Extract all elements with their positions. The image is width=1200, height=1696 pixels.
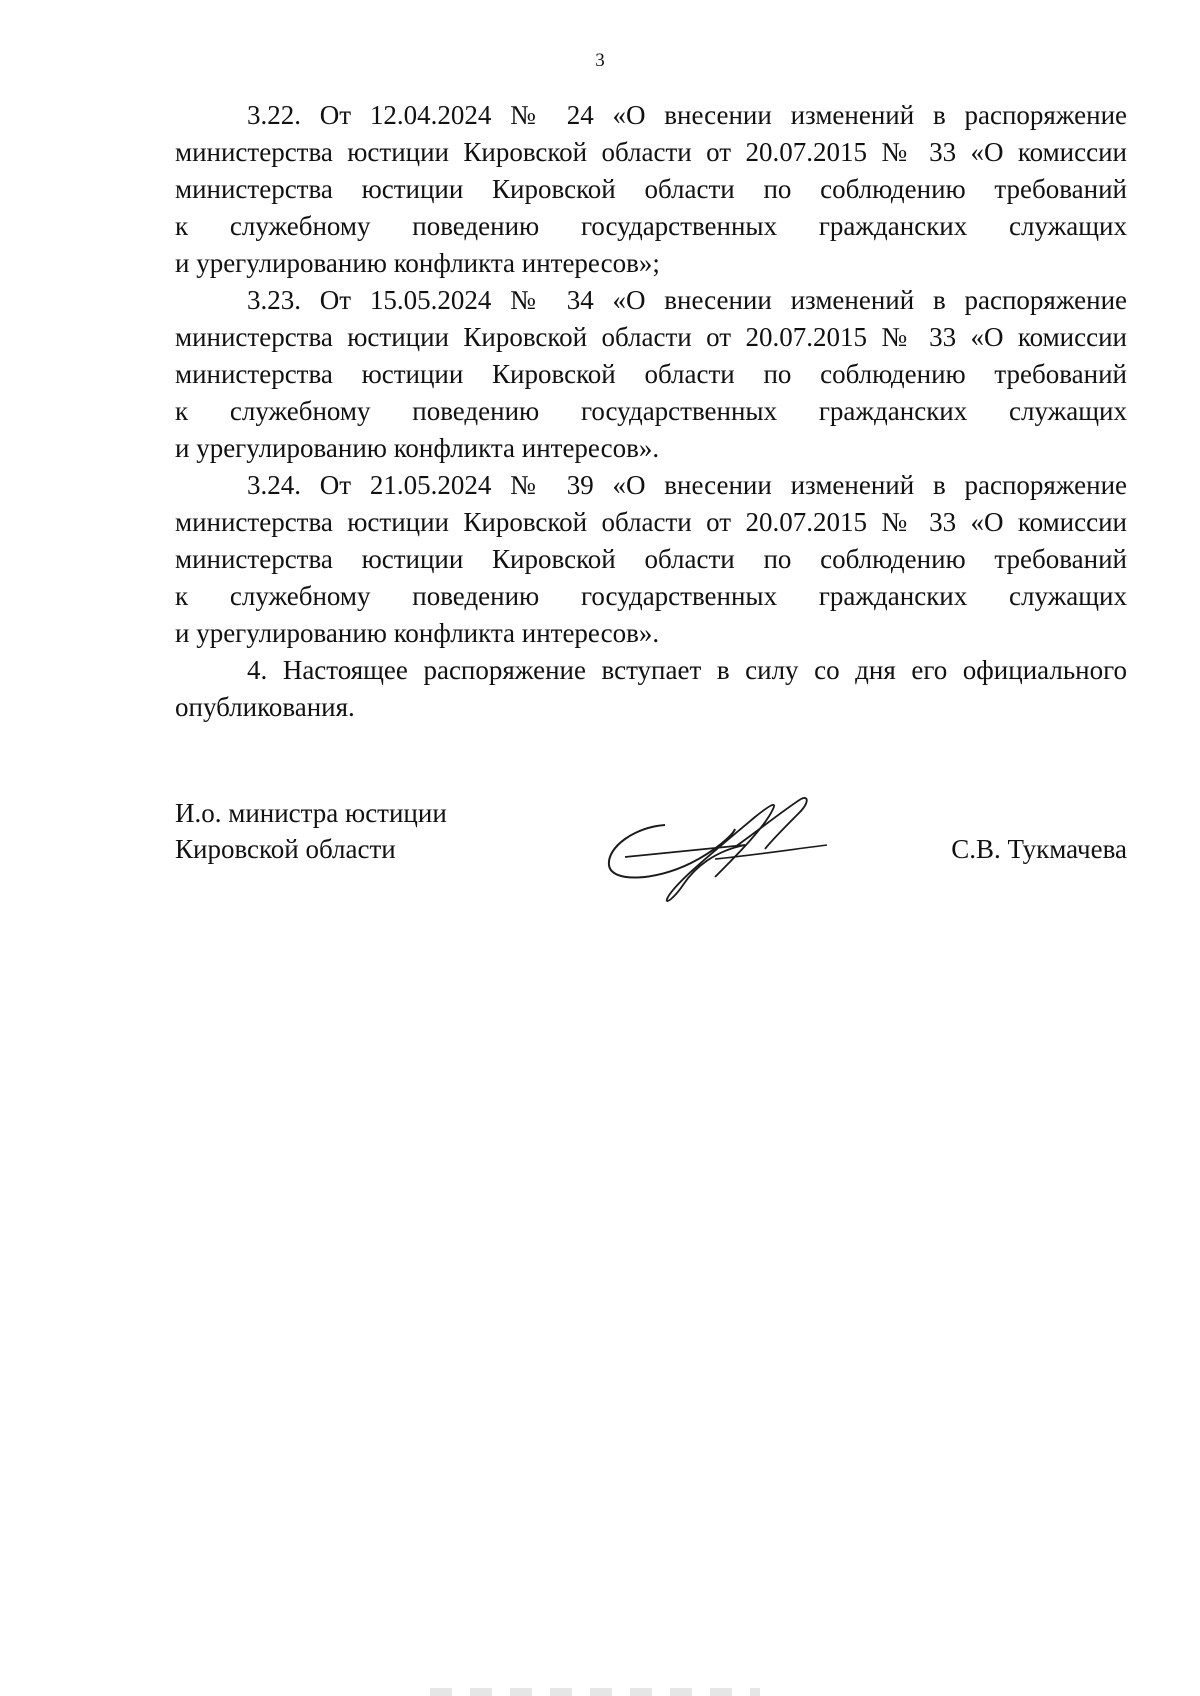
document-body: [175, 97, 1127, 726]
text-line: 3.22. От 12.04.2024 № 24 «О внесении изменений в распоряжение: [247, 100, 1127, 130]
paragraph-3-22: [175, 97, 1127, 282]
signatory-position: [175, 795, 447, 867]
signature-block: [175, 795, 1127, 915]
text-line: 4. Настоящее распоряжение вступает в силу со дня его официального: [247, 655, 1127, 685]
text-line: министерства юстиции Кировской области по соблюдению требований: [175, 544, 1127, 574]
text-line: и урегулированию конфликта интересов»;: [175, 248, 660, 278]
text-line: 3.24. От 21.05.2024 № 39 «О внесении изменений в распоряжение: [247, 470, 1127, 500]
text-line: 3.23. От 15.05.2024 № 34 «О внесении изменений в распоряжение: [247, 285, 1127, 315]
text-line: и урегулированию конфликта интересов».: [175, 433, 660, 463]
paragraph-3-23: [175, 282, 1127, 467]
text-line: к служебному поведению государственных гражданских служащих: [175, 581, 1127, 611]
position-line: И.о. министра юстиции: [175, 798, 447, 828]
text-line: к служебному поведению государственных гражданских служащих: [175, 211, 1127, 241]
page-number: 3: [595, 50, 605, 71]
text-line: министерства юстиции Кировской области от 20.07.2015 № 33 «О комиссии: [175, 137, 1127, 167]
text-line: опубликования.: [175, 692, 355, 722]
paragraph-3-24: [175, 467, 1127, 652]
text-line: министерства юстиции Кировской области от 20.07.2015 № 33 «О комиссии: [175, 322, 1127, 352]
text-line: министерства юстиции Кировской области от 20.07.2015 № 33 «О комиссии: [175, 507, 1127, 537]
text-line: министерства юстиции Кировской области по соблюдению требований: [175, 359, 1127, 389]
paragraph-4: [175, 652, 1127, 726]
signatory-name: С.В. Тукмачева: [951, 834, 1127, 864]
text-line: к служебному поведению государственных гражданских служащих: [175, 396, 1127, 426]
text-line: и урегулированию конфликта интересов».: [175, 618, 660, 648]
scan-artifact: [430, 1688, 760, 1696]
handwritten-signature-icon: [595, 787, 835, 907]
text-line: министерства юстиции Кировской области по соблюдению требований: [175, 174, 1127, 204]
position-line: Кировской области: [175, 834, 396, 864]
